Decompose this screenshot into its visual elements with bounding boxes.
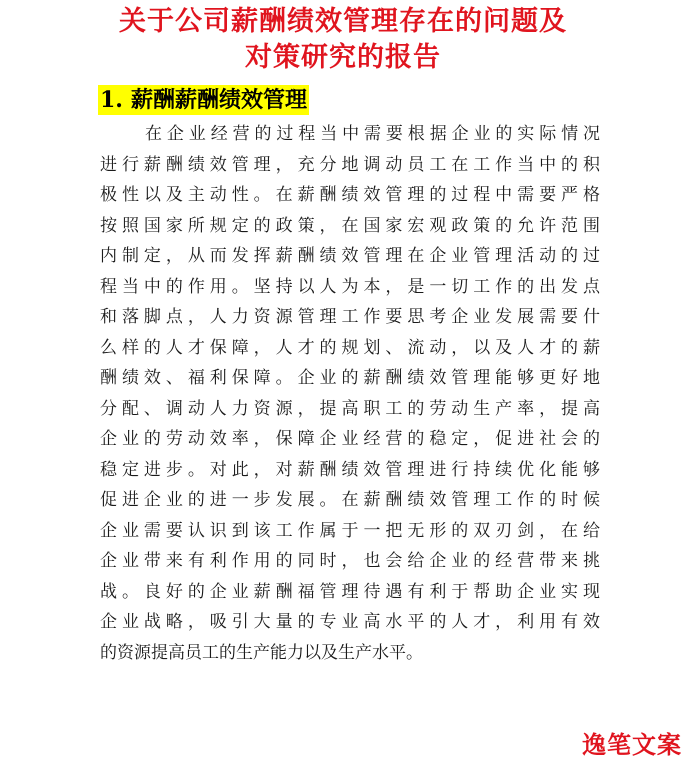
paragraph-line: 企业需要认识到该工作属于一把无形的双刃剑，在给	[100, 520, 600, 541]
paragraph-line: 酬绩效、福利保障。企业的薪酬绩效管理能够更好地	[100, 368, 600, 388]
section-number: 1.	[100, 87, 123, 113]
paragraph-line: 和落脚点，人力资源管理工作要思考企业发展需要什	[100, 307, 600, 327]
paragraph-line: 企业带来有利作用的同时，也会给企业的经营带来挑	[100, 551, 600, 571]
paragraph-line: 的资源提高员工的生产能力以及生产水平。	[100, 642, 423, 663]
paragraph-line: 程当中的作用。坚持以人为本，是一切工作的出发点	[100, 276, 600, 297]
paragraph-line: 促进企业的进一步发展。在薪酬绩效管理工作的时候	[100, 490, 600, 510]
paragraph-line: 企业战略，吸引大量的专业高水平的人才，利用有效	[100, 612, 600, 632]
paragraph-line: 在企业经营的过程当中需要根据企业的实际情况	[145, 124, 600, 144]
paragraph-line: 进行薪酬绩效管理，充分地调动员工在工作当中的积	[100, 154, 600, 175]
title-line-2: 对策研究的报告	[245, 42, 441, 73]
paragraph-line: 按照国家所规定的政策，在国家宏观政策的允许范围	[100, 215, 600, 236]
section-heading-text: 薪酬薪酬绩效管理	[130, 87, 307, 113]
section-heading	[98, 85, 309, 115]
paragraph-line: 稳定进步。对此，对薪酬绩效管理进行持续优化能够	[100, 459, 600, 480]
paragraph-line: 内制定，从而发挥薪酬绩效管理在企业管理活动的过	[100, 246, 600, 266]
paragraph-line: 分配、调动人力资源，提高职工的劳动生产率，提高	[100, 398, 600, 419]
title-line-1: 关于公司薪酬绩效管理存在的问题及	[119, 6, 567, 37]
paragraph-line: 战。良好的企业薪酬福管理待遇有利于帮助企业实现	[100, 581, 600, 602]
watermark-logo: 逸笔文案	[582, 731, 682, 759]
document-title	[0, 4, 686, 76]
paragraph-line: 极性以及主动性。在薪酬绩效管理的过程中需要严格	[100, 185, 600, 205]
paragraph-line: 企业的劳动效率，保障企业经营的稳定，促进社会的	[100, 429, 600, 449]
body-paragraph	[100, 119, 600, 668]
paragraph-line: 么样的人才保障，人才的规划、流动，以及人才的薪	[100, 337, 600, 358]
